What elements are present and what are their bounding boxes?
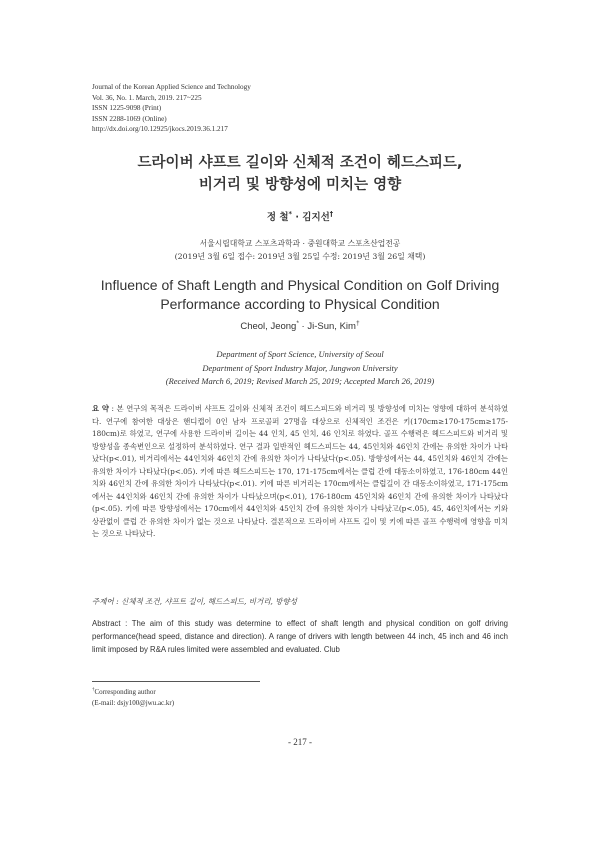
- korean-title-line2: 비거리 및 방향성에 미치는 영향: [198, 177, 402, 193]
- english-abstract-text: : The aim of this study was determine to effect of shaft length and physical condition on golf driving performance(head speed, distance and direction). A range of drivers with length between 44 inch, 45 inch and 46 inch limit imposed by R&A rules limited were assembled and evaluated. Club: [92, 619, 508, 655]
- korean-abstract-text: : 본 연구의 목적은 드라이버 샤프트 길이와 신체적 조건이 헤드스피드와 비거리 및 방향성에 미치는 영향에 대하여 분석하였다. 연구에 참여한 대상은 핸디캡이 0인 남자 프로골퍼 27명을 대상으로 신체적인 조건은 키(170cm≥170-175cm≥175-180cm)로 하였고, 연구에 사용한 드라이버 길이는 44 인치, 45 인치, 46 인치로 하였다. 골프 수행력은 헤드스피드와 비거리 및 방향성을 종속변인으로 설정하여 분석하였다. 연구 결과 일반적인 헤드스피드는 44, 45인치와 46인치 간에는 유의한 차이가 나타났다(p<.01), 비거리에서는 44인치와 46인치 간에 유의한 차이가 나타났다(p<.05). 방향성에서는 44, 45인치와 46인치 간에는 유의한 차이가 나타났다(p<.05). 키에 따른 헤드스피드는 170, 171-175cm에서는 클럽 간에 대동소이하였고, 176-180cm 44인치와 46인치 간에 유의한 차이가 나타났다(p<.01). 키에 따른 비거리는 170cm에서는 클럽길이 간 대동소이하였고, 171-175cm에서는 44인치와 46인치 간에 유의한 차이가 나타났으며(p<.01), 176-180cm 45인치와 46인치 간에 유의한 차이가 나타났다(p<.05). 키에 따른 방향성에서는 170cm에서 44인치와 45인치 간에 유의한 차이가 나타났고(p<.05), 45, 46인치에서는 키와 상관없이 클럽 간 유의한 차이가 없는 것으로 나타났다. 결론적으로 드라이버 샤프트 길이 및 키에 따른 골프 수행력에 영향을 미치는 것으로 나타났다.: [92, 404, 508, 538]
- english-authors: [0, 321, 600, 332]
- korean-affiliation: [0, 237, 600, 263]
- en-author-2-mark: †: [355, 319, 360, 327]
- korean-affiliation-line: 서울시립대학교 스포츠과학과 · 중원대학교 스포츠산업전공: [199, 239, 401, 248]
- korean-title: [0, 152, 600, 196]
- issn-online: ISSN 2288-1069 (Online): [92, 114, 167, 123]
- en-author-1-mark: *: [296, 319, 299, 327]
- english-affiliation-2: Department of Sport Industry Major, Jungwon University: [202, 362, 398, 373]
- english-title-line1: Influence of Shaft Length and Physical Condition on Golf Driving: [100, 277, 500, 293]
- english-affiliation-1: Department of Sport Science, University of Seoul: [216, 349, 384, 359]
- journal-volume: Vol. 36, No. 1. March, 2019. 217~225: [92, 93, 202, 102]
- english-abstract: [92, 617, 508, 657]
- korean-received-dates: (2019년 3월 6일 접수: 2019년 3월 25일 수정: 2019년 3월 26일 채택): [174, 252, 426, 261]
- corresponding-email: (E-mail: dsjy100@jwu.ac.kr): [92, 699, 175, 707]
- english-title-line2: Performance according to Physical Condition: [160, 296, 440, 312]
- page-number: - 217 -: [288, 737, 312, 747]
- author-separator: ·: [292, 212, 303, 223]
- journal-name: Journal of the Korean Applied Science and Technology: [92, 83, 251, 91]
- korean-title-line1: 드라이버 샤프트 길이와 신체적 조건이 헤드스피드,: [137, 155, 463, 171]
- corresponding-author-label: Corresponding author: [94, 688, 156, 696]
- korean-abstract-label: 요 약: [92, 404, 109, 413]
- author-2-mark: †: [329, 209, 334, 218]
- korean-abstract: [92, 403, 508, 541]
- author-1-mark: *: [288, 209, 293, 218]
- issn-print: ISSN 1225-9098 (Print): [92, 104, 162, 113]
- korean-author-1: 정 철: [266, 212, 289, 223]
- doi-link[interactable]: http://dx.doi.org/10.12925/jkocs.2019.36.1.217: [92, 125, 228, 134]
- english-received-dates: (Received March 6, 2019; Revised March 25, 2019; Accepted March 26, 2019): [165, 376, 435, 386]
- korean-author-2: 김지선: [302, 212, 330, 223]
- korean-authors: [0, 209, 600, 223]
- footnote-divider: [92, 681, 260, 682]
- english-title: [0, 276, 600, 314]
- korean-keywords: 주제어 : 신체적 조건, 샤프트 길이, 헤드스피드, 비거리, 방향성: [92, 597, 298, 606]
- english-abstract-label: Abstract: [92, 619, 121, 628]
- english-affiliation: [0, 348, 600, 389]
- english-author-1: Cheol, Jeong: [240, 321, 297, 332]
- journal-info: [92, 82, 251, 135]
- en-author-separator: ·: [298, 321, 308, 332]
- dagger-mark: †: [92, 687, 95, 693]
- english-author-2: Ji-Sun, Kim: [307, 321, 356, 332]
- footnote: [92, 687, 174, 709]
